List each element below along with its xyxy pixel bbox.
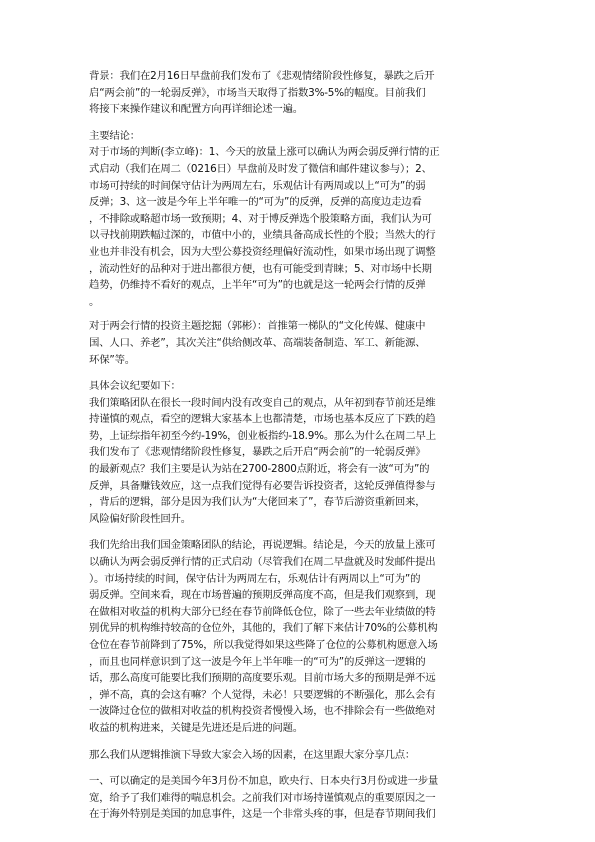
text-line: ，而且也同样意识到了这一波是今年上半年唯一的“可为”的反弹这一逻辑的: [89, 655, 426, 668]
text-line: ，背后的逻辑，部分是因为我们认为“大佬回来了”，春节后游资重新回来，: [89, 496, 426, 509]
text-line: 将接下来操作建议和配置方向再详细论述一遍。: [89, 103, 304, 116]
text-line: 收益的机构进来，关键是先进还是后进的问题。: [89, 721, 304, 734]
text-line: ）。市场持续的时间，保守估计为两周左右，乐观估计有两周以上“可为”的: [89, 572, 421, 585]
point-one-paragraph: [89, 773, 509, 823]
text-line: 宽，给予了我们难得的喘息机会。之前我们对市场持谨慎观点的重要原因之一: [89, 791, 436, 804]
text-line: ，流动性好的品种对于进出都很方便，也有可能受到青睐；5、对市场中长期: [89, 262, 432, 275]
investment-themes-paragraph: [89, 318, 509, 368]
text-line: 在做相对收益的机构大部分已经在春节前降低仓位，除了一些去年业绩做的特: [89, 605, 436, 618]
text-line: ，不排除或略超市场一致预期；4、对于博反弹选个股策略方面，我们认为可: [89, 212, 432, 225]
text-line: 趋势，仍维持不看好的观点，上半年“可为”的也就是这一轮两会行情的反弹: [89, 279, 426, 292]
text-line: 环保”等。: [89, 353, 135, 366]
text-line: 我们发布了《悲观情绪阶段性修复，暴跌之后开启“两会前”的一轮弱反弹》: [89, 446, 426, 459]
text-line: 。: [89, 295, 100, 308]
text-line: 风险偏好阶段性回升。: [89, 512, 191, 525]
text-line: 背景：我们在2月16日早盘前我们发布了《悲观情绪阶段性修复，暴跌之后开: [89, 70, 435, 82]
text-line: 我们先给出我们国金策略团队的结论，再说逻辑。结论是，今天的放量上涨可: [89, 539, 436, 552]
text-line: 那么我们从逻辑推演下导致大家会入场的因素，在这里跟大家分享几点：: [89, 748, 416, 761]
text-line: 以确认为两会弱反弹行情的正式启动（尽管我们在周二早盘就及时发邮件提出: [89, 556, 436, 569]
text-line: 对于两会行情的投资主题挖掘（郭彬）：首推第一梯队的“文化传媒、健康中: [89, 320, 426, 333]
main-conclusions-section: [89, 128, 509, 311]
text-line: 国、人口、养老”，其次关注“供给侧改革、高端装备制造、军工、新能源、: [89, 336, 426, 349]
text-line: 弱反弹。空间来看，现在市场普遍的预期反弹高度不高，但是我们观察到，现: [89, 589, 436, 602]
meeting-minutes-section: [89, 378, 509, 527]
text-line: 在于海外特别是美国的加息事件，这是一个非常头疼的事，但是春节期间我们: [89, 808, 436, 821]
text-line: 式启动（我们在周二（0216日）早盘前及时发了微信和邮件建议参与）；2、: [89, 162, 432, 175]
background-paragraph: [89, 68, 509, 118]
text-line: 势，上证综指年初至今约-19%，创业板指约-18.9%。那么为什么在周二早上: [89, 429, 436, 442]
document-body: [89, 68, 509, 823]
text-line: 以寻找前期跌幅过深的，市值中小的，业绩具备高成长性的个股；当然大的行: [89, 229, 436, 242]
text-line: 一波降过仓位的做相对收益的机构投资者慢慢入场，也不排除会有一些做绝对: [89, 705, 436, 718]
text-line: 别优异的机构维持较高的仓位外，其他的，我们了解下来估计70%的公募机构: [89, 622, 438, 635]
text-line: 的最新观点？我们主要是认为站在2700-2800点附近，将会有一波“可为”的: [89, 463, 430, 476]
factors-paragraph: [89, 747, 509, 764]
logic-paragraph: [89, 537, 509, 736]
section-heading: 主要结论：: [89, 129, 140, 142]
text-line: 仓位在春节前降到了75%，所以我觉得如果这些降了仓位的公募机构愿意入场: [89, 639, 438, 651]
text-line: 我们策略团队在很长一段时间内没有改变自己的观点，从年初到春节前还是维: [89, 396, 436, 409]
text-line: 话，那么高度可能要比我们预期的高度要乐观。目前市场大多的预期是弹不远: [89, 672, 436, 685]
text-line: 市场可持续的时间保守估计为两周左右，乐观估计有两周或以上“可为”的弱: [89, 179, 426, 192]
text-line: 反弹，具备赚钱效应，这一点我们觉得有必要告诉投资者，这轮反弹值得参与: [89, 479, 436, 492]
text-line: ，弹不高，真的会这有嘛？个人觉得，未必！只要逻辑的不断强化，那么会有: [89, 688, 436, 701]
text-line: 反弹；3、这一波是今年上半年唯一的“可为”的反弹，反弹的高度边走边看: [89, 196, 422, 209]
text-line: 持谨慎的观点，看空的逻辑大家基本上也都清楚，市场也基本反应了下跌的趋: [89, 413, 436, 426]
text-line: 业也并非没有机会，因为大型公募投资经理偏好流动性，如果市场出现了调整: [89, 245, 436, 258]
text-line: 一、可以确定的是美国今年3月份不加息，欧央行、日本央行3月份或进一步量: [89, 775, 439, 788]
section-heading: 具体会议纪要如下：: [89, 380, 181, 393]
text-line: 启“两会前”的一轮弱反弹》，市场当天取得了指数3%-5%的幅度。目前我们: [89, 86, 426, 99]
text-line: 对于市场的判断(李立峰)：1、今天的放量上涨可以确认为两会弱反弹行情的正: [89, 146, 440, 159]
